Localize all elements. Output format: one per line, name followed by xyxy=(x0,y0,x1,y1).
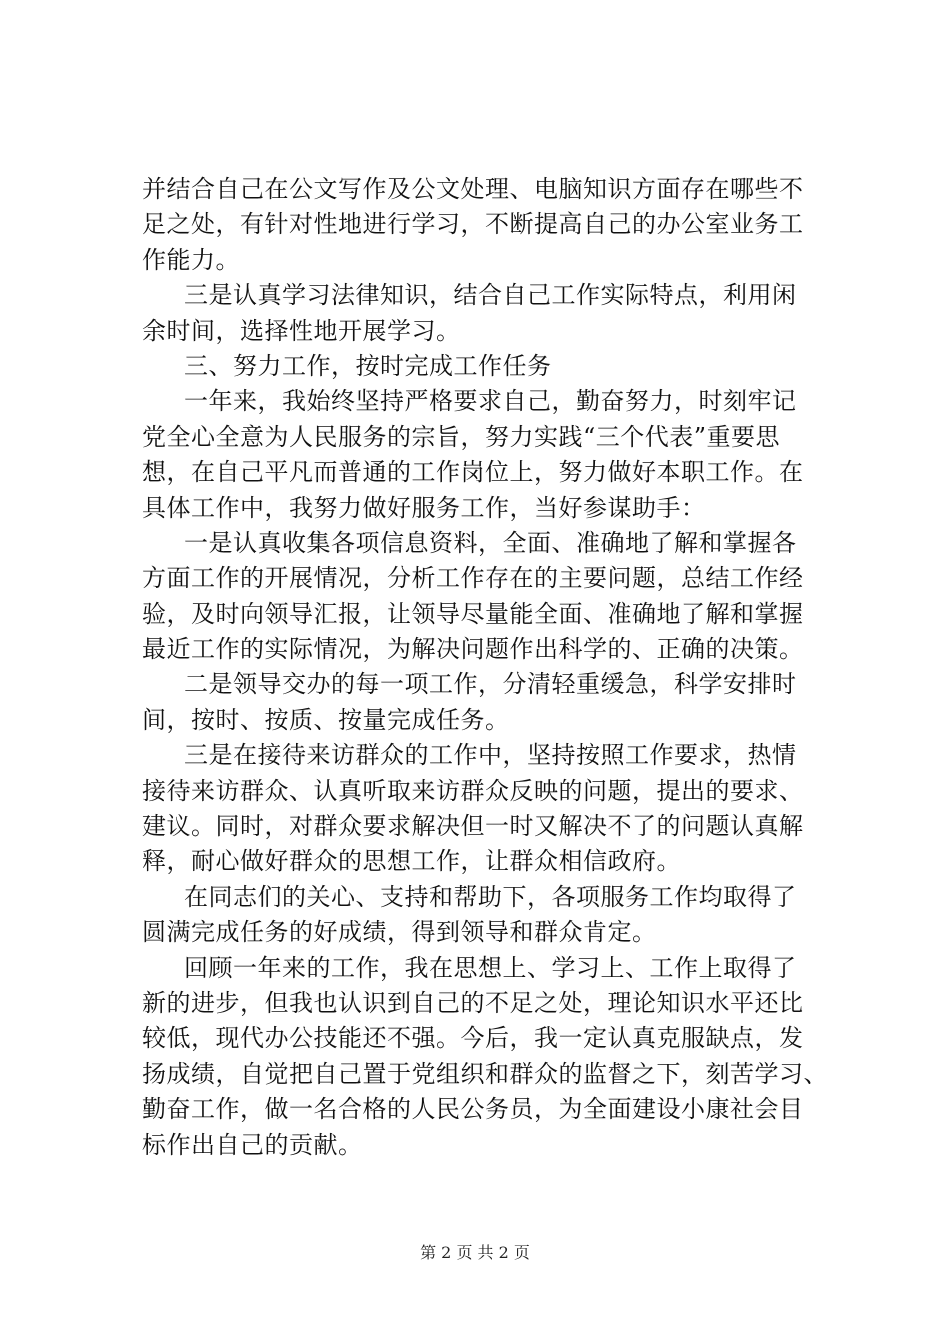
paragraph-first-line: 三是在接待来访群众的工作中，坚持按照工作要求，热情 xyxy=(184,741,797,770)
text-line: 足之处，有针对性地进行学习，不断提高自己的办公室业务工 xyxy=(142,210,804,239)
text-line: 具体工作中，我努力做好服务工作，当好参谋助手： xyxy=(142,493,706,522)
text-line: 标作出自己的贡献。 xyxy=(142,1130,363,1159)
text-line: 最近工作的实际情况，为解决问题作出科学的、正确的决策。 xyxy=(142,635,804,664)
text-line: 方面工作的开展情况，分析工作存在的主要问题，总结工作经 xyxy=(142,564,804,593)
paragraph-first-line: 一年来，我始终坚持严格要求自己，勤奋努力，时刻牢记 xyxy=(184,387,797,416)
document-body xyxy=(142,172,832,1163)
paragraph-first-line: 三是认真学习法律知识，结合自己工作实际特点，利用闲 xyxy=(184,281,797,310)
section-heading: 三、努力工作，按时完成工作任务 xyxy=(184,351,552,380)
text-line: 新的进步，但我也认识到自己的不足之处，理论知识水平还比 xyxy=(142,988,804,1017)
text-line: 释，耐心做好群众的思想工作，让群众相信政府。 xyxy=(142,847,681,876)
text-line: 验，及时向领导汇报，让领导尽量能全面、准确地了解和掌握 xyxy=(142,599,804,628)
text-line: 间，按时、按质、按量完成任务。 xyxy=(142,705,510,734)
paragraph-first-line: 回顾一年来的工作，我在思想上、学习上、工作上取得了 xyxy=(184,953,797,982)
text-line: 接待来访群众、认真听取来访群众反映的问题，提出的要求、 xyxy=(142,776,804,805)
text-line: 并结合自己在公文写作及公文处理、电脑知识方面存在哪些不 xyxy=(142,175,804,203)
text-line: 扬成绩，自觉把自己置于党组织和群众的监督之下，刻苦学习、 xyxy=(142,1059,828,1088)
paragraph-first-line: 在同志们的关心、支持和帮助下，各项服务工作均取得了 xyxy=(184,882,797,911)
paragraph-first-line: 二是领导交办的每一项工作，分清轻重缓急，科学安排时 xyxy=(184,670,797,699)
text-line: 勤奋工作，做一名合格的人民公务员，为全面建设小康社会目 xyxy=(142,1095,804,1124)
text-line: 较低，现代办公技能还不强。今后，我一定认真克服缺点，发 xyxy=(142,1024,804,1053)
text-line: 党全心全意为人民服务的宗旨，努力实践“三个代表”重要思 xyxy=(142,422,781,451)
text-line: 圆满完成任务的好成绩，得到领导和群众肯定。 xyxy=(142,918,657,947)
text-line: 作能力。 xyxy=(142,245,240,274)
page-footer: 第 2 页 共 2 页 xyxy=(420,1243,530,1262)
text-line: 余时间，选择性地开展学习。 xyxy=(142,316,461,345)
text-line: 想，在自己平凡而普通的工作岗位上，努力做好本职工作。在 xyxy=(142,458,804,487)
text-line: 建议。同时，对群众要求解决但一时又解决不了的问题认真解 xyxy=(142,812,804,841)
paragraph-first-line: 一是认真收集各项信息资料，全面、准确地了解和掌握各 xyxy=(184,528,797,557)
